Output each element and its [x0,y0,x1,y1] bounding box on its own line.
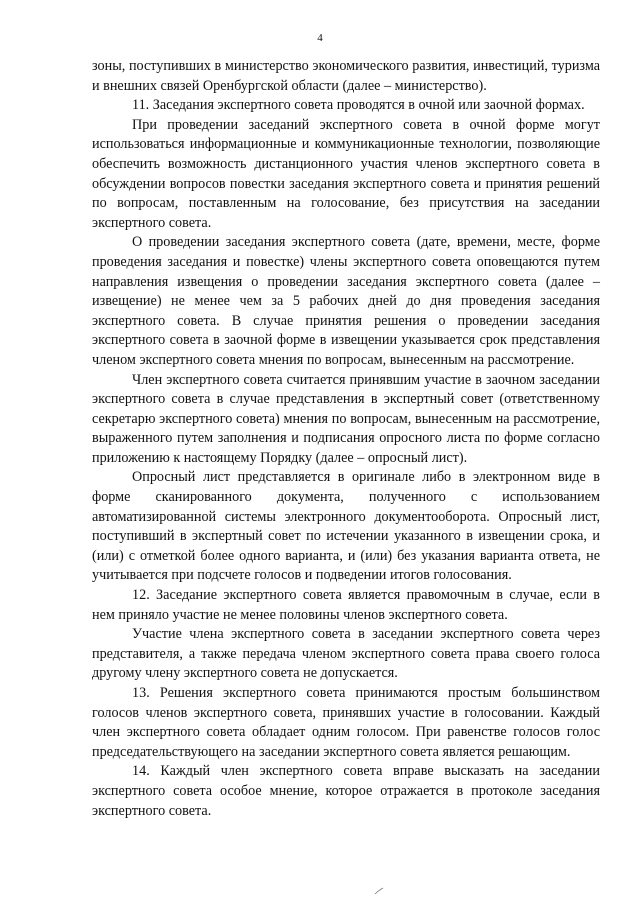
paragraph-item-11: 11. Заседания экспертного совета проводятся в очной или заочной формах. [132,97,585,114]
paragraph-absentee-participation: Член экспертного совета считается принявшим участие в заочном заседании экспертного совета в случае представления в экспертный совет (ответственному секретарю экспертного совета) мнения по вопросам, вынесенным на рассмотрение, выраженного путем заполнения и подписания опросного листа по форме согласно приложению к настоящему Порядку (далее – опросный лист). [92,371,600,466]
paragraph-questionnaire: Опросный лист представляется в оригинале либо в электронном виде в форме сканированного документа, полученного с использованием автоматизированной системы электронного документооборота. Опросный лист, поступивший в экспертный совет по истечении указанного в извещении срока, и (или) с отметкой более одного варианта, и (или) без указания варианта ответа, не учитывается при подсчете голосов и подведении итогов голосования. [92,469,600,584]
document-body [92,57,600,821]
pen-mark-icon [374,887,384,895]
paragraph-item-14: 14. Каждый член экспертного совета вправе высказать на заседании экспертного совета особое мнение, которое отражается в протоколе заседания экспертного совета. [92,763,600,819]
paragraph-item-13: 13. Решения экспертного совета принимаются простым большинством голосов членов экспертного совета, принявших участие в голосовании. Каждый член экспертного совета обладает одним голосом. При равенстве голосов голос председательствующего на заседании экспертного совета является решающим. [92,685,600,760]
paragraph-representative: Участие члена экспертного совета в заседании экспертного совета через представителя, а также передача членом экспертного совета права своего голоса другому члену экспертного совета не допускается. [92,626,600,682]
paragraph-continuation: зоны, поступивших в министерство экономического развития, инвестиций, туризма и внешних связей Оренбургской области (далее – министерство). [92,58,600,94]
paragraph-in-person-meetings: При проведении заседаний экспертного совета в очной форме могут использоваться информационные и коммуникационные технологии, позволяющие обеспечить возможность дистанционного участия членов экспертного совета в обсуждении вопросов повестки заседания экспертного совета и принятия решений по вопросам, поставленным на голосование, без присутствия на заседании экспертного совета. [92,116,600,231]
paragraph-item-12: 12. Заседание экспертного совета является правомочным в случае, если в нем приняло участие не менее половины членов экспертного совета. [92,587,600,623]
page-number: 4 [317,32,323,44]
paragraph-meeting-notice: О проведении заседания экспертного совета (дате, времени, месте, форме проведения заседания и повестке) члены экспертного совета оповещаются путем направления извещения о проведении заседания экспертного совета (далее – извещение) не менее чем за 5 рабочих дней до дня проведения заседания экспертного совета. В случае принятия решения о проведении заседания экспертного совета в заочной форме в извещении указывается срок представления членом экспертного совета мнения по вопросам, вынесенным на рассмотрение. [92,234,600,368]
